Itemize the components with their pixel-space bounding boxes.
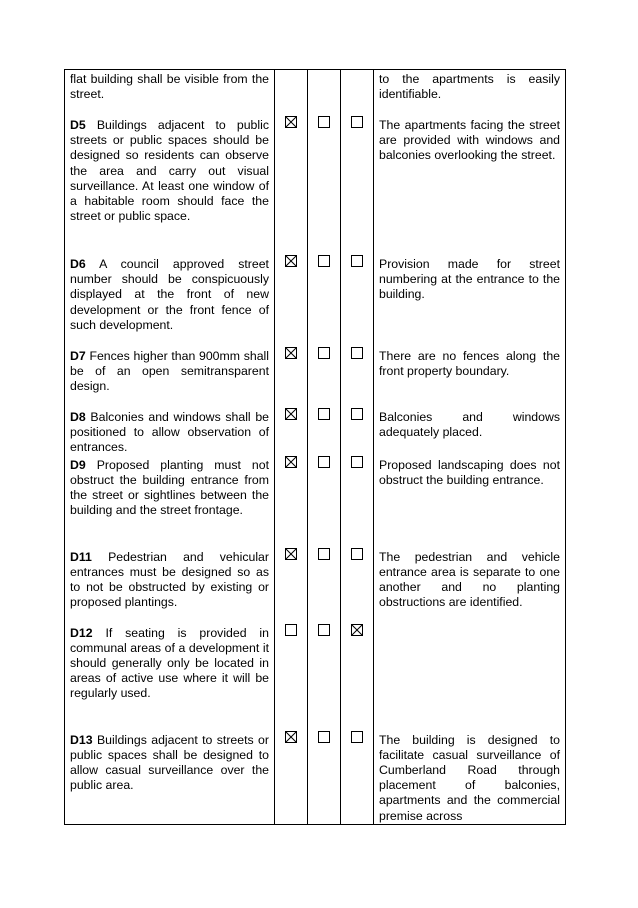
requirement-text	[65, 347, 274, 395]
requirement-text	[65, 456, 274, 519]
checkbox-no[interactable]	[318, 347, 330, 359]
checkbox-cell-yes	[275, 255, 308, 347]
requirement-body: Buildings adjacent to public streets or public spaces should be designed so residents can observe the area and carry out visual surveillance. At least one window of a habitable room should face the street or public space.	[70, 118, 269, 224]
checkbox-na[interactable]	[351, 347, 363, 359]
requirement-body: Proposed planting must not obstruct the building entrance from the street or sightlines between the building and the street frontage.	[70, 457, 269, 518]
checkbox-na[interactable]	[351, 116, 363, 128]
checkbox-cell-no	[308, 255, 341, 347]
table-row	[65, 548, 566, 624]
checkbox-cell-no	[308, 70, 341, 117]
control-code: D9	[70, 457, 86, 472]
requirement-text	[65, 116, 274, 224]
checkbox-cell-yes	[275, 624, 308, 731]
checkbox-no[interactable]	[318, 255, 330, 267]
checkbox-cell-na	[341, 456, 374, 548]
checkbox-cell-yes	[275, 456, 308, 548]
requirement-body: If seating is provided in communal areas of a development it should generally only be located in areas of active use where it will be regularly used.	[70, 625, 269, 701]
requirement-text	[65, 731, 274, 794]
control-code: D11	[70, 549, 92, 564]
requirement-cell	[65, 255, 275, 347]
table-row	[65, 624, 566, 731]
table-row	[65, 255, 566, 347]
comment-cell	[374, 70, 566, 117]
checkbox-cell-no	[308, 731, 341, 825]
requirement-cell	[65, 116, 275, 255]
checkbox-yes[interactable]	[285, 116, 297, 128]
requirement-cell	[65, 624, 275, 731]
comment-cell	[374, 408, 566, 456]
control-code: D12	[70, 625, 93, 640]
checkbox-na[interactable]	[351, 456, 363, 468]
checkbox-cell-no	[308, 624, 341, 731]
checkbox-cell-no	[308, 408, 341, 456]
comment-cell	[374, 255, 566, 347]
checkbox-cell-na	[341, 731, 374, 825]
check-x-icon	[286, 348, 296, 358]
requirement-cell	[65, 347, 275, 408]
check-x-icon	[286, 732, 296, 742]
checkbox-cell-no	[308, 347, 341, 408]
comment-cell	[374, 456, 566, 548]
control-code: D8	[70, 410, 86, 424]
checkbox-no[interactable]	[318, 624, 330, 636]
requirement-cell	[65, 731, 275, 825]
comment-text: to the apartments is easily identifiable.	[379, 72, 560, 102]
requirement-cell	[65, 70, 275, 117]
table-row	[65, 456, 566, 548]
comment-text: There are no fences along the front property boundary.	[379, 349, 560, 379]
comment-cell	[374, 548, 566, 624]
checkbox-cell-na	[341, 347, 374, 408]
checkbox-yes[interactable]	[285, 731, 297, 743]
table-row	[65, 116, 566, 255]
comment-cell	[374, 731, 566, 825]
checkbox-cell-yes	[275, 347, 308, 408]
comment-text: The building is designed to facilitate casual surveillance of Cumberland Road through placement of balconies, apartments and the commercial premise across	[379, 732, 560, 823]
comment-text: Balconies and windows adequately placed.	[379, 410, 560, 440]
checkbox-cell-na	[341, 548, 374, 624]
checkbox-cell-na	[341, 70, 374, 117]
checkbox-no[interactable]	[318, 548, 330, 560]
comment-cell	[374, 347, 566, 408]
checkbox-cell-no	[308, 456, 341, 548]
checkbox-cell-no	[308, 116, 341, 255]
control-code: D7	[70, 349, 86, 363]
comment-cell	[374, 116, 566, 255]
comment-cell	[374, 624, 566, 731]
requirement-body: Balconies and windows shall be positioned to allow observation of entrances.	[70, 410, 269, 455]
requirement-text	[65, 70, 274, 102]
checkbox-cell-na	[341, 255, 374, 347]
comment-text: Proposed landscaping does not obstruct the building entrance.	[379, 457, 560, 487]
comment-text: The apartments facing the street are provided with windows and balconies overlooking the street.	[379, 118, 560, 163]
compliance-table-body	[65, 70, 566, 825]
checkbox-no[interactable]	[318, 408, 330, 420]
requirement-text	[65, 624, 274, 702]
requirement-text	[65, 548, 274, 611]
control-code: D5	[70, 118, 86, 132]
requirement-body: Fences higher than 900mm shall be of an open semitransparent design.	[70, 349, 270, 394]
checkbox-na[interactable]	[351, 731, 363, 743]
checkbox-cell-yes	[275, 548, 308, 624]
table-row	[65, 731, 566, 825]
checkbox-yes[interactable]	[285, 408, 297, 420]
table-row	[65, 408, 566, 456]
checkbox-no[interactable]	[318, 731, 330, 743]
checkbox-no[interactable]	[318, 116, 330, 128]
table-row	[65, 347, 566, 408]
checkbox-na[interactable]	[351, 624, 363, 636]
checkbox-yes[interactable]	[285, 456, 297, 468]
control-code: D13	[70, 732, 93, 747]
check-x-icon	[352, 625, 362, 635]
checkbox-no[interactable]	[318, 456, 330, 468]
checkbox-na[interactable]	[351, 548, 363, 560]
requirement-text	[65, 255, 274, 333]
check-x-icon	[286, 549, 296, 559]
checkbox-yes[interactable]	[285, 624, 297, 636]
compliance-table	[64, 69, 566, 825]
checkbox-cell-yes	[275, 116, 308, 255]
check-x-icon	[286, 256, 296, 266]
checkbox-na[interactable]	[351, 255, 363, 267]
requirement-body: flat building shall be visible from the street.	[70, 72, 269, 102]
checkbox-cell-na	[341, 624, 374, 731]
requirement-text	[65, 408, 274, 456]
check-x-icon	[286, 457, 296, 467]
requirement-cell	[65, 548, 275, 624]
check-x-icon	[286, 409, 296, 419]
comment-text	[374, 624, 565, 626]
requirement-cell	[65, 408, 275, 456]
table-row	[65, 70, 566, 117]
checkbox-na[interactable]	[351, 408, 363, 420]
comment-text: Provision made for street numbering at the entrance to the building.	[379, 257, 560, 302]
checkbox-cell-yes	[275, 731, 308, 825]
checkbox-cell-yes	[275, 408, 308, 456]
checkbox-cell-na	[341, 408, 374, 456]
checkbox-cell-no	[308, 548, 341, 624]
requirement-body: Buildings adjacent to streets or public spaces shall be designed to allow casual surveillance over the public area.	[70, 732, 269, 793]
requirement-body: Pedestrian and vehicular entrances must be designed so as to not be obstructed by existing or proposed plantings.	[70, 549, 269, 610]
comment-text: The pedestrian and vehicle entrance area is separate to one another and no planting obstructions are identified.	[379, 549, 560, 610]
checkbox-cell-yes	[275, 70, 308, 117]
checkbox-yes[interactable]	[285, 255, 297, 267]
control-code: D6	[70, 257, 86, 271]
checkbox-yes[interactable]	[285, 347, 297, 359]
requirement-body: A council approved street number should be conspicuously displayed at the front of new development or the front fence of such development.	[70, 257, 269, 332]
checkbox-cell-na	[341, 116, 374, 255]
checkbox-yes[interactable]	[285, 548, 297, 560]
check-x-icon	[286, 117, 296, 127]
requirement-cell	[65, 456, 275, 548]
